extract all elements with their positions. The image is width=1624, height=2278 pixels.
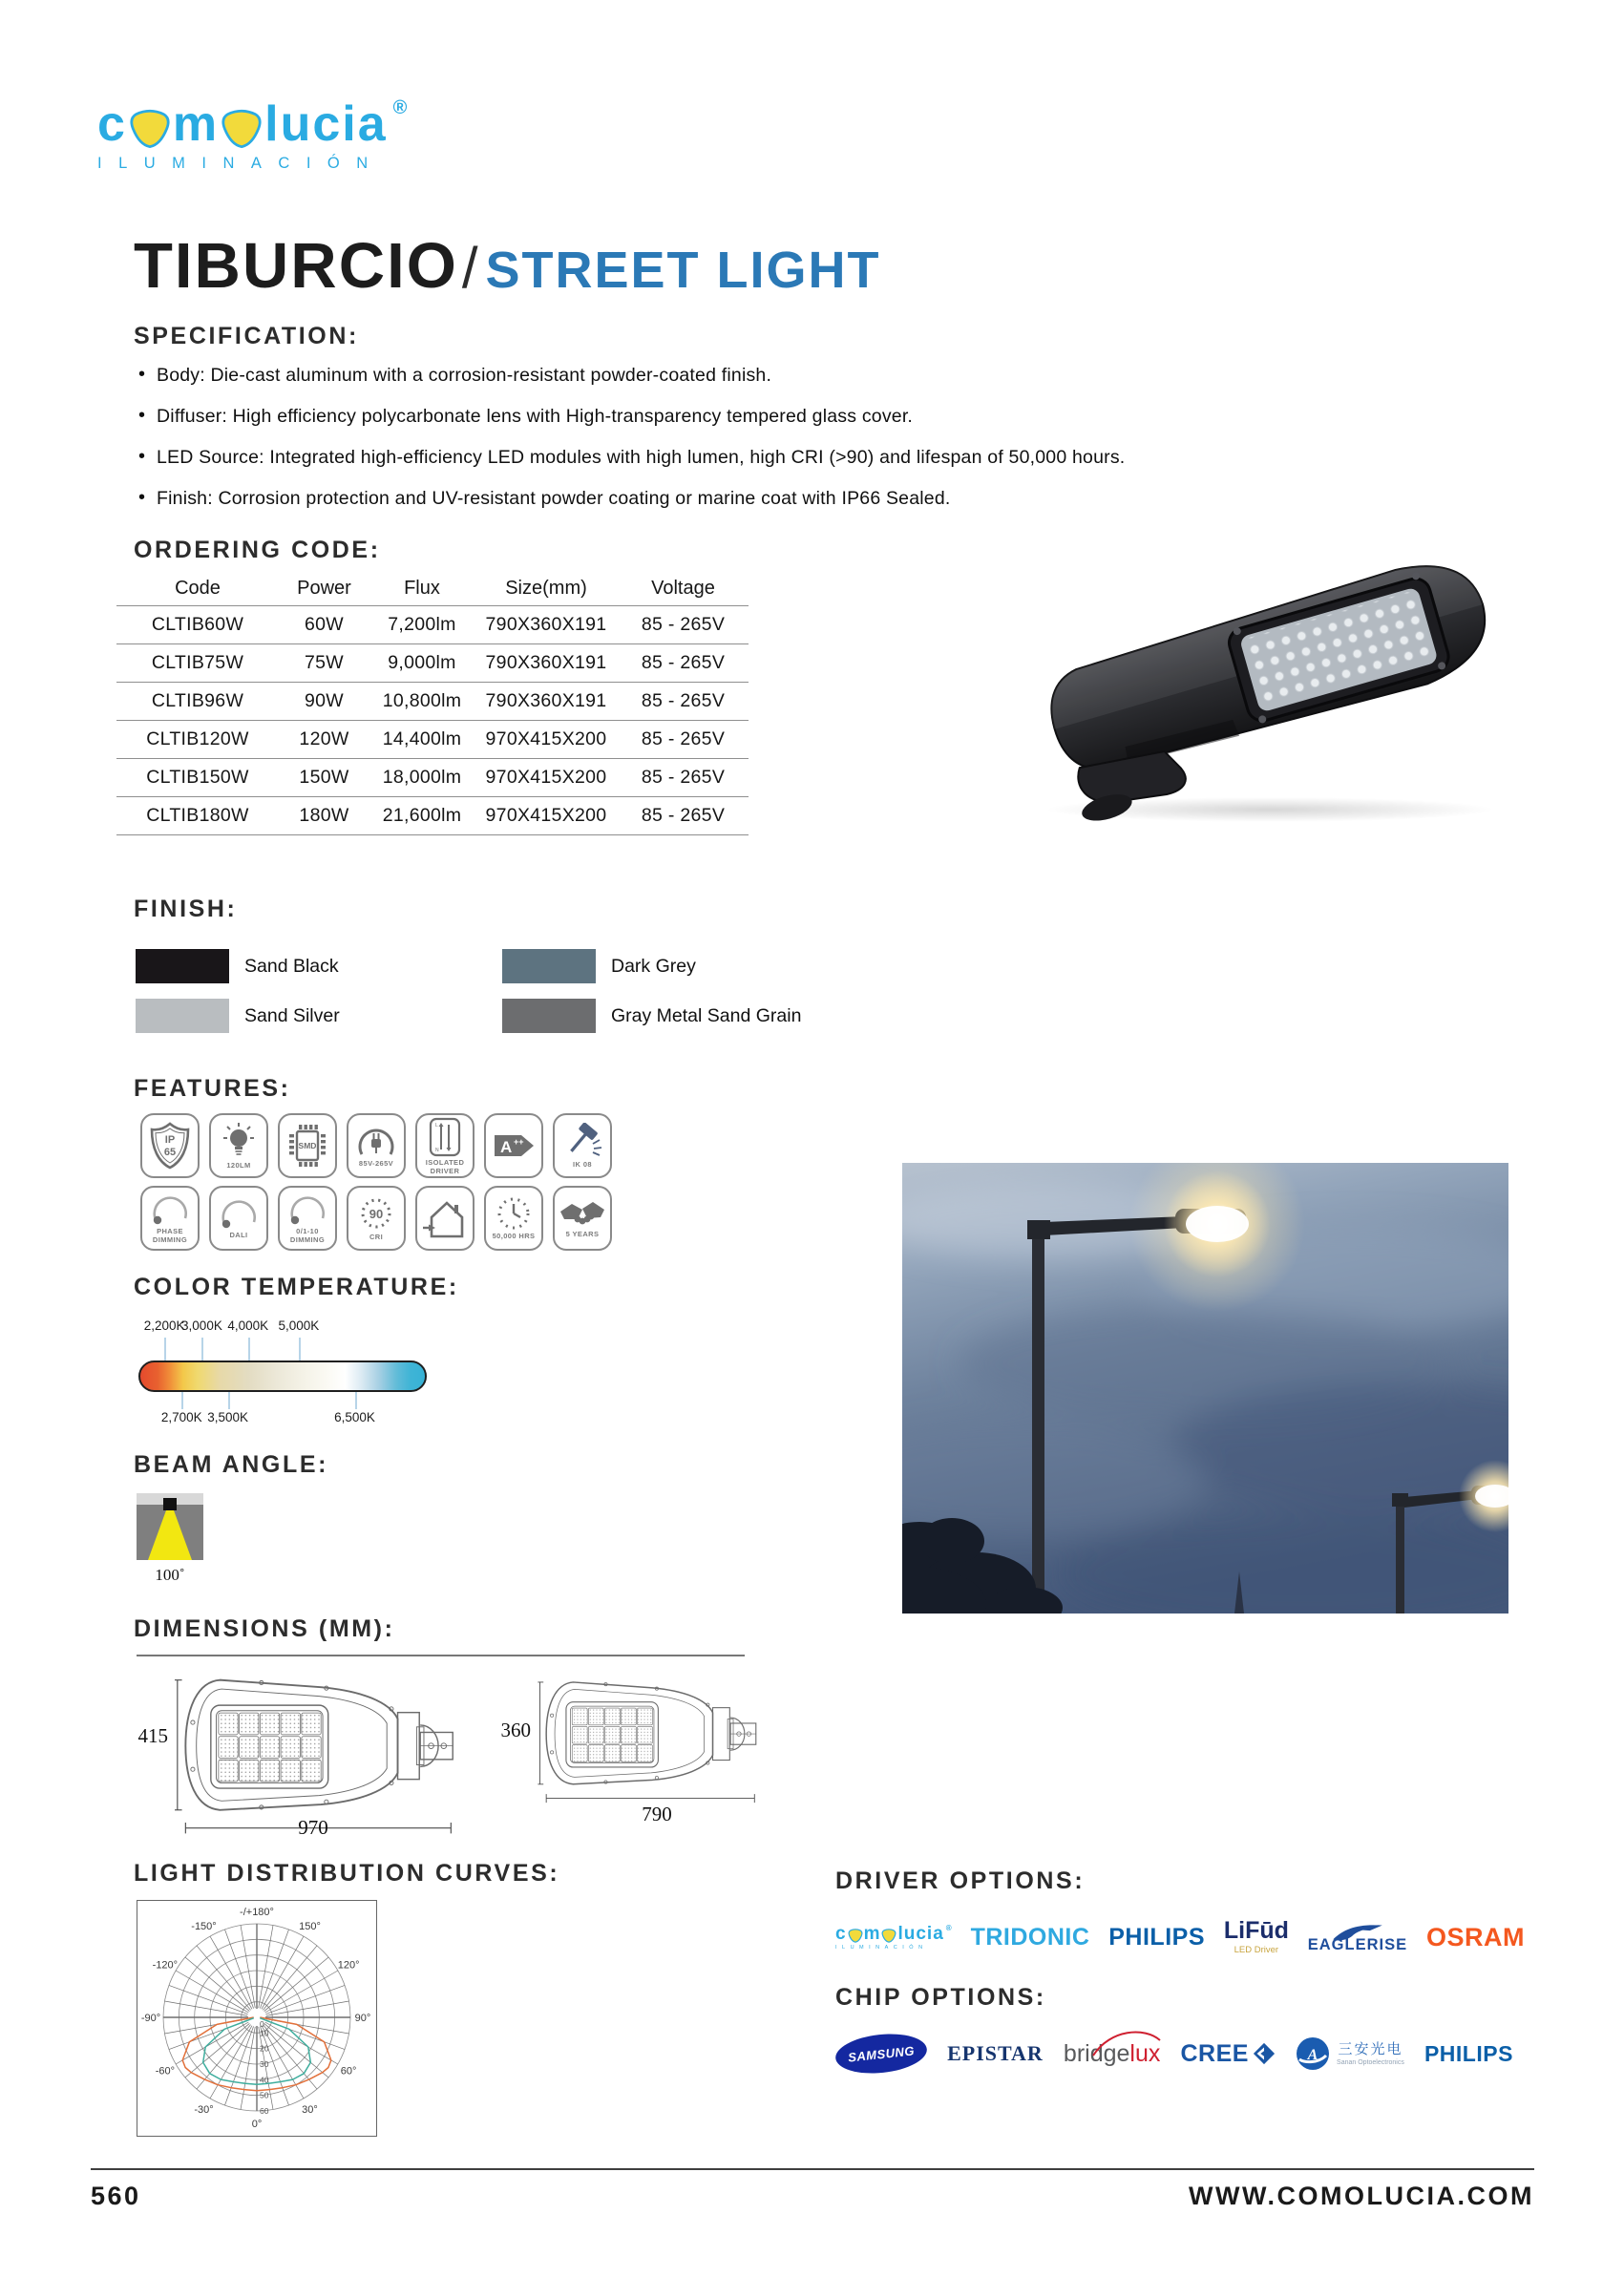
eaglerise-logo: EAGLERISE	[1308, 1922, 1407, 1953]
phase-dimming-dial-icon	[149, 1193, 191, 1226]
table-cell: CLTIB75W	[116, 644, 279, 683]
svg-text:-60°: -60°	[155, 2065, 176, 2078]
feature-tile-hrs	[484, 1186, 543, 1251]
brand-o-triangle-icon	[221, 109, 263, 149]
cree-diamond-icon	[1253, 2042, 1276, 2065]
finish-swatch	[502, 999, 596, 1033]
table-cell: 7,200lm	[369, 606, 475, 644]
dimension-height-1: 415	[137, 1724, 168, 1747]
50000-hours-clock-icon	[494, 1196, 534, 1231]
color-temp-label: 3,000K	[181, 1318, 222, 1333]
finish-swatch	[136, 999, 229, 1033]
page-number: 560	[91, 2182, 141, 2210]
brand-o-triangle-icon	[129, 109, 171, 149]
table-cell: 18,000lm	[369, 759, 475, 797]
table-row	[116, 797, 749, 835]
table-cell: 790X360X191	[475, 606, 618, 644]
chip-logos	[835, 2020, 1513, 2087]
svg-text:10: 10	[260, 2028, 269, 2038]
product-name: TIBURCIO	[134, 230, 458, 302]
isolated-driver-icon	[426, 1117, 464, 1157]
driver-options-heading: DRIVER OPTIONS:	[835, 1867, 1086, 1894]
cree-logo: CREE	[1180, 2040, 1275, 2068]
finish-swatch	[136, 949, 229, 983]
outdoor-house-icon	[422, 1196, 468, 1240]
feature-tile-dim010	[278, 1186, 337, 1251]
table-cell: CLTIB60W	[116, 606, 279, 644]
feature-caption: DALI	[229, 1231, 248, 1239]
table-cell: 85 - 265V	[618, 721, 749, 759]
title-separator: /	[461, 236, 478, 300]
feature-tile-cri	[347, 1186, 406, 1251]
ordering-code-table	[116, 571, 749, 835]
svg-text:L: L	[435, 1122, 438, 1128]
smd-chip-icon	[285, 1122, 329, 1170]
table-cell: 120W	[279, 721, 369, 759]
table-body	[116, 606, 749, 835]
finish-option	[502, 949, 827, 983]
table-cell: CLTIB150W	[116, 759, 279, 797]
svg-text:-150°: -150°	[191, 1920, 217, 1932]
brand-tagline: ILUMINACIÓN	[97, 155, 385, 172]
svg-text:20: 20	[260, 2043, 269, 2054]
dimension-drawing-small	[538, 1677, 759, 1808]
svg-text:30: 30	[260, 2059, 269, 2069]
registered-mark: ®	[392, 96, 408, 118]
table-cell: CLTIB180W	[116, 797, 279, 835]
feature-tile-app	[484, 1113, 543, 1178]
table-cell: 10,800lm	[369, 683, 475, 721]
feature-tiles-row-1	[140, 1113, 612, 1178]
feature-caption: ISOLATED DRIVER	[425, 1157, 465, 1175]
table-row	[116, 606, 749, 644]
product-photo	[993, 527, 1528, 825]
table-header-cell: Code	[116, 571, 279, 606]
color-temp-label: 6,500K	[334, 1410, 375, 1424]
feature-caption: 0/1-10 DIMMING	[289, 1226, 326, 1244]
table-cell: 85 - 265V	[618, 797, 749, 835]
feature-tile-phase	[140, 1186, 200, 1251]
table-header-cell: Flux	[369, 571, 475, 606]
finish-swatch	[502, 949, 596, 983]
specification-list	[138, 365, 1208, 529]
svg-text:60: 60	[260, 2106, 269, 2116]
feature-tiles-row-2	[140, 1186, 612, 1251]
brand-letter: lucia	[264, 96, 388, 152]
feature-tile-lm120	[209, 1113, 268, 1178]
tridonic-logo: TRIDONIC	[970, 1923, 1090, 1951]
color-temp-tick	[181, 1392, 183, 1409]
light-distribution-heading: LIGHT DISTRIBUTION CURVES:	[134, 1860, 560, 1887]
features-heading: FEATURES:	[134, 1075, 291, 1102]
svg-text:120°: 120°	[337, 1959, 360, 1972]
table-cell: 90W	[279, 683, 369, 721]
voltage-plug-icon	[355, 1124, 397, 1158]
feature-caption: 5 YEARS	[565, 1230, 600, 1238]
svg-text:-90°: -90°	[140, 2013, 161, 2024]
feature-tile-house	[415, 1186, 475, 1251]
svg-text:40: 40	[260, 2075, 269, 2085]
table-row	[116, 571, 749, 606]
table-cell: CLTIB96W	[116, 683, 279, 721]
application-photo	[902, 1163, 1508, 1614]
lumen-bulb-icon	[218, 1122, 260, 1160]
table-cell: 85 - 265V	[618, 644, 749, 683]
table-row	[116, 759, 749, 797]
specification-heading: SPECIFICATION:	[134, 323, 359, 349]
ip65-shield-icon	[149, 1121, 191, 1171]
table-cell: 85 - 265V	[618, 759, 749, 797]
svg-text:65: 65	[163, 1147, 177, 1158]
philips-logo: PHILIPS	[1424, 2040, 1513, 2066]
color-temp-tick	[299, 1338, 301, 1360]
table-cell: 75W	[279, 644, 369, 683]
energy-class-app-icon	[491, 1124, 537, 1168]
color-temperature-gradient-bar	[138, 1360, 427, 1392]
feature-caption: CRI	[369, 1233, 384, 1241]
color-temp-label: 4,000K	[227, 1318, 269, 1333]
finish-option	[136, 999, 460, 1033]
color-temperature-heading: COLOR TEMPERATURE:	[134, 1274, 459, 1300]
feature-tile-ip65	[140, 1113, 200, 1178]
table-header-cell: Power	[279, 571, 369, 606]
dimension-height-2: 360	[500, 1719, 531, 1741]
feature-tile-isolated	[415, 1113, 475, 1178]
beam-angle-value: 100˚	[155, 1566, 185, 1584]
dimensions-heading: DIMENSIONS (MM):	[134, 1615, 395, 1642]
table-row	[116, 683, 749, 721]
table-cell: CLTIB120W	[116, 721, 279, 759]
product-category: STREET LIGHT	[485, 242, 881, 299]
feature-caption: 85V-265V	[358, 1159, 394, 1168]
finish-label: Dark Grey	[611, 955, 696, 977]
svg-text:SMD: SMD	[298, 1141, 317, 1150]
color-temp-tick	[248, 1338, 250, 1360]
color-temp-label: 2,200K	[143, 1318, 185, 1333]
specification-bullet: • Finish: Corrosion protection and UV-resistant powder coating or marine coat with IP66 Sealed.	[138, 488, 1208, 510]
svg-text:30°: 30°	[302, 2104, 318, 2117]
svg-text:N: N	[435, 1147, 439, 1153]
finish-option	[502, 999, 827, 1033]
dali-dimming-dial-icon	[218, 1197, 260, 1230]
svg-text:150°: 150°	[299, 1920, 321, 1932]
finish-label: Sand Silver	[244, 1004, 340, 1026]
sanan-circle-a-icon	[1296, 2036, 1330, 2071]
sanan-logo: A 三安光电 Sanan Optoelectronics	[1296, 2036, 1404, 2071]
website-url: WWW.COMOLUCIA.COM	[1189, 2182, 1534, 2210]
table-cell: 150W	[279, 759, 369, 797]
finish-option	[136, 949, 460, 983]
0-1-10v-dimming-dial-icon	[286, 1193, 328, 1226]
table-cell: 14,400lm	[369, 721, 475, 759]
svg-text:90°: 90°	[354, 2013, 371, 2024]
svg-text:A: A	[500, 1138, 513, 1156]
beam-angle-heading: BEAM ANGLE:	[134, 1451, 329, 1478]
bridgelux-logo: bridgelux	[1064, 2040, 1160, 2068]
table-header-row	[116, 571, 749, 606]
table-cell: 60W	[279, 606, 369, 644]
osram-logo: OSRAM	[1425, 1922, 1525, 1951]
svg-text:-30°: -30°	[194, 2104, 214, 2117]
table-cell: 9,000lm	[369, 644, 475, 683]
finish-label: Sand Black	[244, 955, 339, 977]
table-cell: 21,600lm	[369, 797, 475, 835]
specification-bullet: • Diffuser: High efficiency polycarbonate lens with High-transparency tempered glass cover.	[138, 406, 1208, 428]
specification-bullet: • Body: Die-cast aluminum with a corrosion-resistant powder-coated finish.	[138, 365, 1208, 387]
feature-tile-volt	[347, 1113, 406, 1178]
footer-divider	[91, 2168, 1534, 2170]
feature-tile-years	[553, 1186, 612, 1251]
chip-options-heading: CHIP OPTIONS:	[835, 1984, 1046, 2011]
ik08-hammer-icon	[560, 1123, 604, 1159]
color-temp-label: 3,500K	[207, 1410, 249, 1424]
svg-text:++: ++	[514, 1137, 524, 1147]
beam-angle-icon	[137, 1493, 203, 1560]
svg-text:IP: IP	[164, 1134, 176, 1146]
color-temperature-scale	[138, 1318, 434, 1425]
feature-tile-dali	[209, 1186, 268, 1251]
feature-caption: 50,000 HRS	[492, 1232, 536, 1240]
light-distribution-chart	[137, 1900, 377, 2137]
svg-text:90: 90	[369, 1207, 384, 1221]
brand-logo	[97, 96, 408, 173]
comolucia-logo: c m lucia ® ILUMINACIÓN	[835, 1923, 952, 1951]
color-temp-label: 2,700K	[160, 1410, 202, 1424]
dimension-width-2: 790	[642, 1803, 672, 1825]
svg-text:-120°: -120°	[152, 1959, 179, 1972]
dimension-width-1: 970	[298, 1816, 328, 1839]
feature-caption: IK 08	[573, 1160, 592, 1169]
svg-text:50: 50	[260, 2090, 269, 2100]
philips-logo: PHILIPS	[1108, 1923, 1205, 1951]
svg-text:0: 0	[260, 2019, 264, 2029]
svg-text:A: A	[1307, 2047, 1318, 2063]
feature-tile-smd	[278, 1113, 337, 1178]
driver-logos	[835, 1908, 1525, 1967]
table-header-cell: Size(mm)	[475, 571, 618, 606]
cri-90-icon	[356, 1195, 396, 1232]
brand-o-triangle-icon	[881, 1929, 896, 1943]
feature-caption: 120LM	[226, 1161, 251, 1170]
svg-text:0°: 0°	[251, 2119, 263, 2130]
brand-letter: c	[97, 96, 127, 152]
color-temp-tick	[355, 1392, 357, 1409]
table-cell: 970X415X200	[475, 721, 618, 759]
svg-text:60°: 60°	[340, 2065, 357, 2078]
feature-tile-ik08	[553, 1113, 612, 1178]
color-temp-label: 5,000K	[278, 1318, 320, 1333]
lifud-logo: LiFūd LED Driver	[1223, 1917, 1289, 1956]
finish-heading: FINISH:	[134, 896, 238, 922]
brand-o-triangle-icon	[848, 1929, 863, 1943]
table-cell: 790X360X191	[475, 683, 618, 721]
epistar-logo: EPISTAR	[947, 2041, 1044, 2065]
svg-text:-/+180°: -/+180°	[240, 1907, 274, 1918]
table-cell: 970X415X200	[475, 797, 618, 835]
table-cell: 180W	[279, 797, 369, 835]
finish-label: Gray Metal Sand Grain	[611, 1004, 802, 1026]
table-row	[116, 721, 749, 759]
table-cell: 790X360X191	[475, 644, 618, 683]
table-row	[116, 644, 749, 683]
table-cell: 85 - 265V	[618, 683, 749, 721]
color-temp-tick	[164, 1338, 166, 1360]
5-years-handshake-icon	[559, 1198, 606, 1229]
brand-wordmark	[97, 96, 408, 152]
samsung-logo: SAMSUNG	[833, 2030, 929, 2078]
feature-caption: PHASE DIMMING	[152, 1226, 188, 1244]
color-temp-tick	[228, 1392, 230, 1409]
ordering-code-heading: ORDERING CODE:	[134, 537, 381, 563]
brand-letter: m	[172, 96, 220, 152]
page-title	[134, 229, 880, 303]
table-header-cell: Voltage	[618, 571, 749, 606]
specification-bullet: • LED Source: Integrated high-efficiency LED modules with high lumen, high CRI (>90) and lifespan of 50,000 hours.	[138, 447, 1208, 469]
dimensions-rule	[137, 1655, 745, 1656]
finish-options	[136, 949, 827, 1033]
bridgelux-arc-icon	[1089, 2025, 1164, 2057]
table-cell: 970X415X200	[475, 759, 618, 797]
color-temp-tick	[201, 1338, 203, 1360]
table-cell: 85 - 265V	[618, 606, 749, 644]
